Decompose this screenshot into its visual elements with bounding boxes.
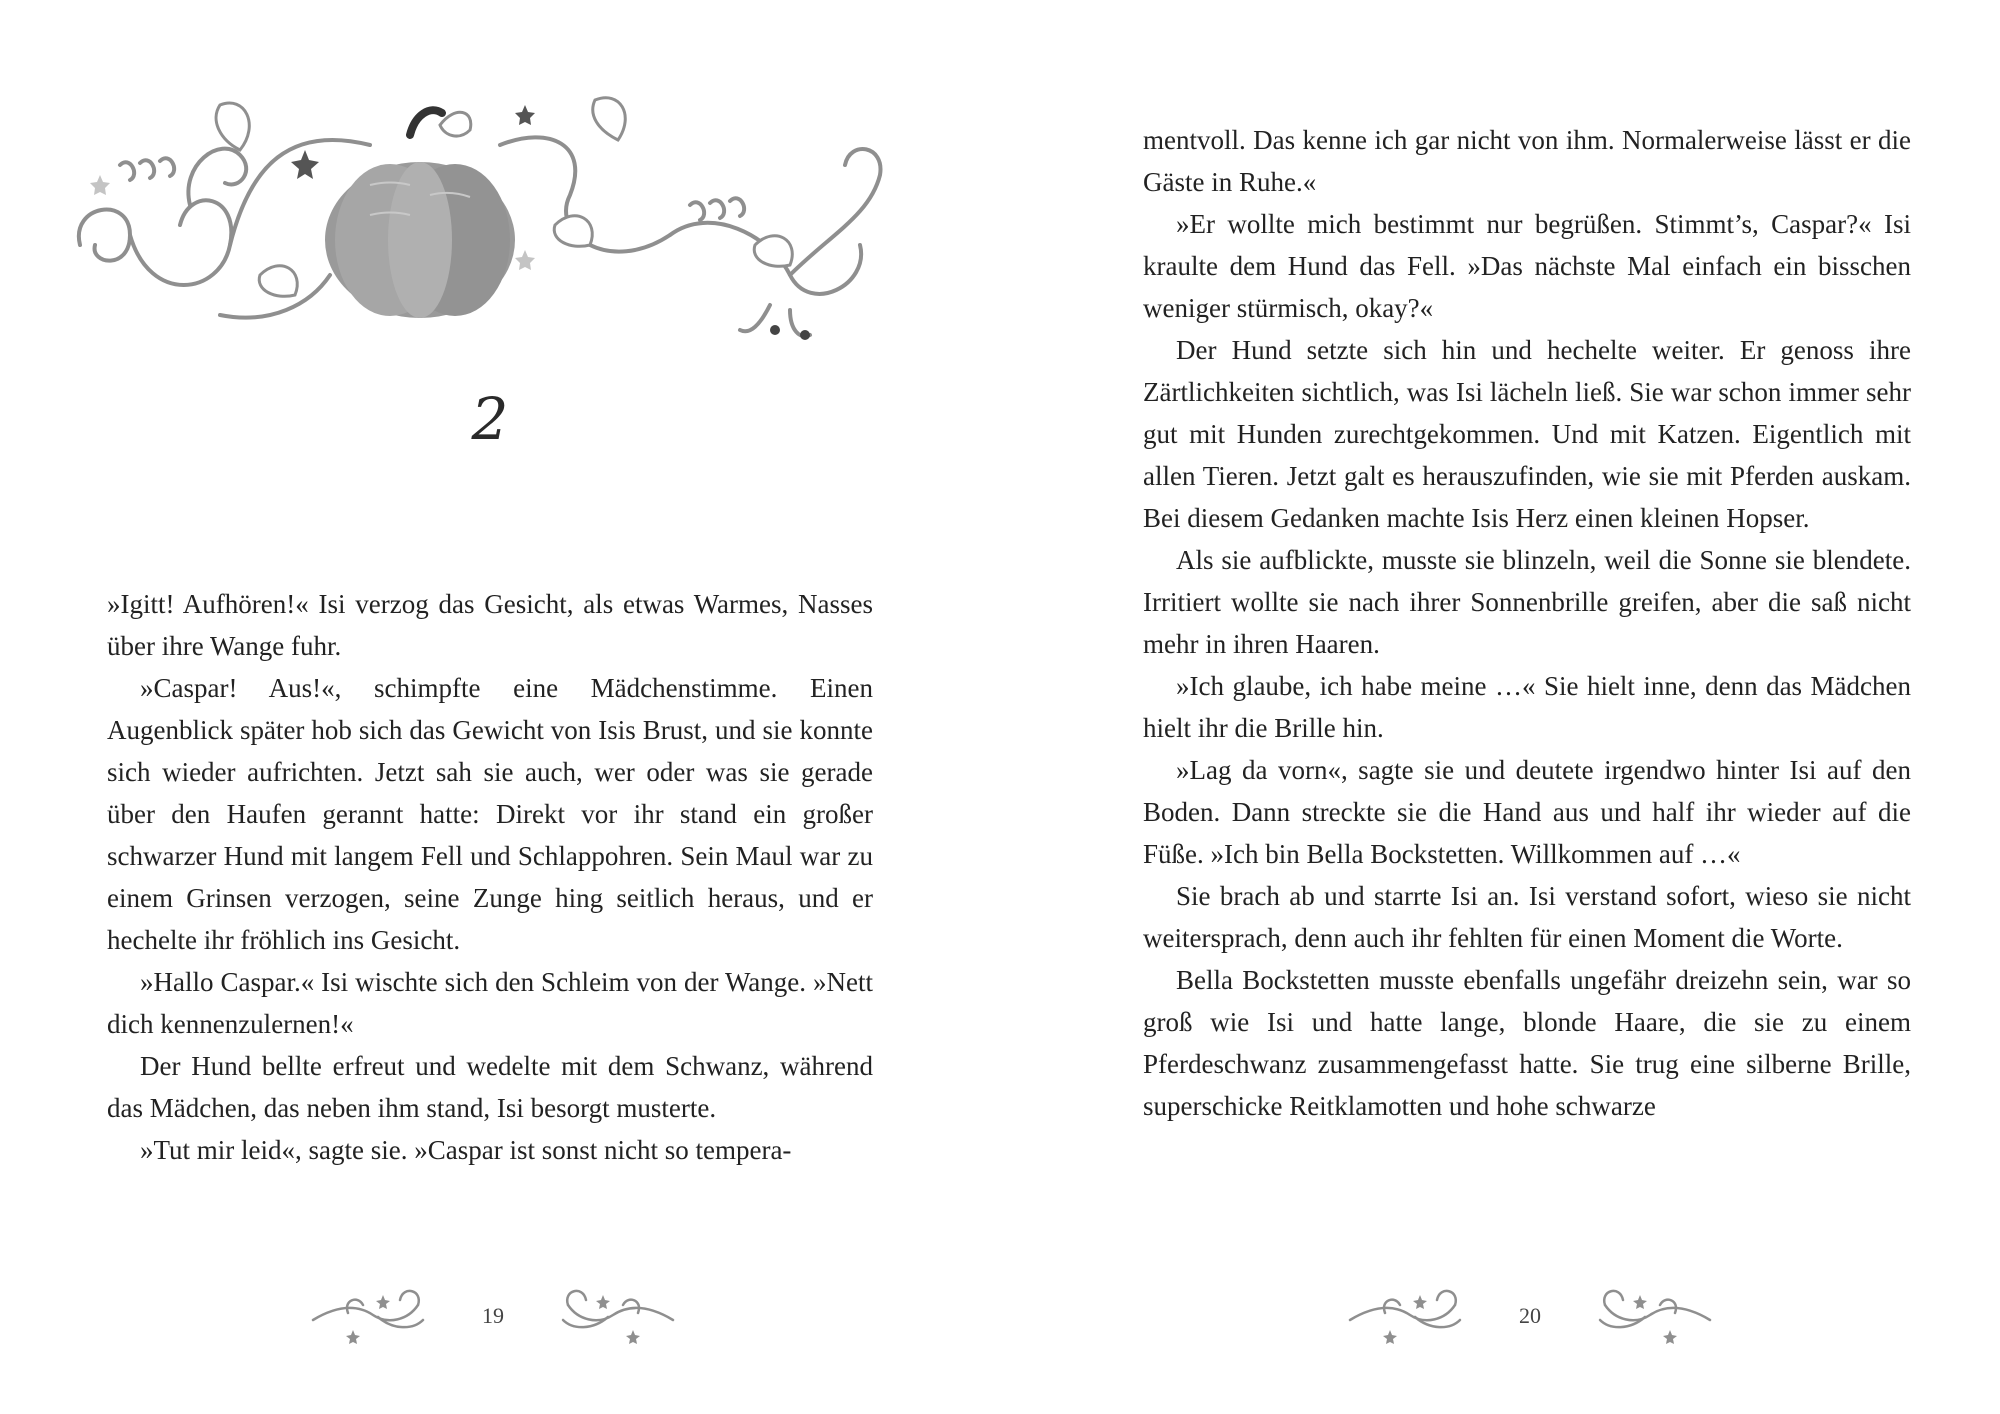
paragraph: »Lag da vorn«, sagte sie und deutete irgendwo hinter Isi auf den Boden. Dann streckte sie die Hand aus und half ihr wieder auf die Füße. »Ich bin Bella Bockstetten. Willkommen auf …« <box>1143 755 1911 869</box>
paragraph: »Hallo Caspar.« Isi wischte sich den Schleim von der Wange. »Nett dich kennenzulernen!« <box>107 967 873 1039</box>
page-footer <box>308 1275 678 1345</box>
left-page-body <box>107 583 873 1171</box>
page-number: 19 <box>482 1303 504 1328</box>
page-footer <box>1345 1275 1715 1345</box>
paragraph: »Er wollte mich bestimmt nur begrüßen. Stimmt’s, Caspar?« Isi kraulte dem Hund das Fell. »Das nächste Mal einfach ein bisschen weniger stürmisch, okay?« <box>1143 209 1911 323</box>
paragraph: Bella Bockstetten musste ebenfalls ungefähr dreizehn sein, war so groß wie Isi und hatte lange, blonde Haare, die sie zu einem Pferdeschwanz zusammengefasst hatte. Sie trug eine silberne Brille, superschicke Reitklamotten und hohe schwarze <box>1143 965 1911 1121</box>
footer-flourish-icon <box>558 1275 678 1345</box>
paragraph: mentvoll. Das kenne ich gar nicht von ihm. Normalerweise lässt er die Gäste in Ruhe.« <box>1143 125 1911 197</box>
right-page-body <box>1143 119 1911 1127</box>
paragraph: »Tut mir leid«, sagte sie. »Caspar ist sonst nicht so tempera- <box>140 1135 792 1165</box>
footer-flourish-icon <box>1595 1275 1715 1345</box>
paragraph: Der Hund bellte erfreut und wedelte mit dem Schwanz, während das Mädchen, das neben ihm stand, Isi besorgt musterte. <box>107 1051 873 1123</box>
paragraph: Als sie aufblickte, musste sie blinzeln, weil die Sonne sie blendete. Irritiert wollte sie nach ihrer Sonnenbrille greifen, aber die saß nicht mehr in ihren Haaren. <box>1143 545 1911 659</box>
right-page <box>1000 0 2000 1414</box>
chapter-number: 2 <box>471 385 509 453</box>
paragraph: »Ich glaube, ich habe meine …« Sie hielt inne, denn das Mädchen hielt ihr die Brille hin. <box>1143 671 1911 743</box>
footer-flourish-icon <box>308 1275 428 1345</box>
paragraph: »Caspar! Aus!«, schimpfte eine Mädchenstimme. Einen Augenblick später hob sich das Gewicht von Isis Brust, und sie konnte sich wieder aufrichten. Jetzt sah sie auch, wer oder was sie gerade über den Haufen gerannt hatte: Direkt vor ihr stand ein großer schwarzer Hund mit langem Fell und Schlappohren. Sein Maul war zu einem Grinsen verzogen, seine Zunge hing seitlich heraus, und er hechelte ihr fröhlich ins Gesicht. <box>107 673 873 955</box>
pumpkin-vine-ornament-icon <box>70 85 890 345</box>
footer-flourish-icon <box>1345 1275 1465 1345</box>
page-number: 20 <box>1519 1303 1541 1328</box>
paragraph: Sie brach ab und starrte Isi an. Isi verstand sofort, wieso sie nicht weitersprach, denn auch ihr fehlten für einen Moment die Worte. <box>1143 881 1911 953</box>
paragraph: Der Hund setzte sich hin und hechelte weiter. Er genoss ihre Zärtlichkeiten sichtlich, was Isi lächeln ließ. Sie war schon immer sehr gut mit Hunden zurechtgekommen. Und mit Katzen. Eigentlich mit allen Tieren. Jetzt galt es herauszufinden, wie sie mit Pferden auskam. Bei diesem Gedanken machte Isis Herz einen kleinen Hopser. <box>1143 335 1911 533</box>
paragraph: »Igitt! Aufhören!« Isi verzog das Gesicht, als etwas Warmes, Nasses über ihre Wange fuhr. <box>107 589 873 661</box>
